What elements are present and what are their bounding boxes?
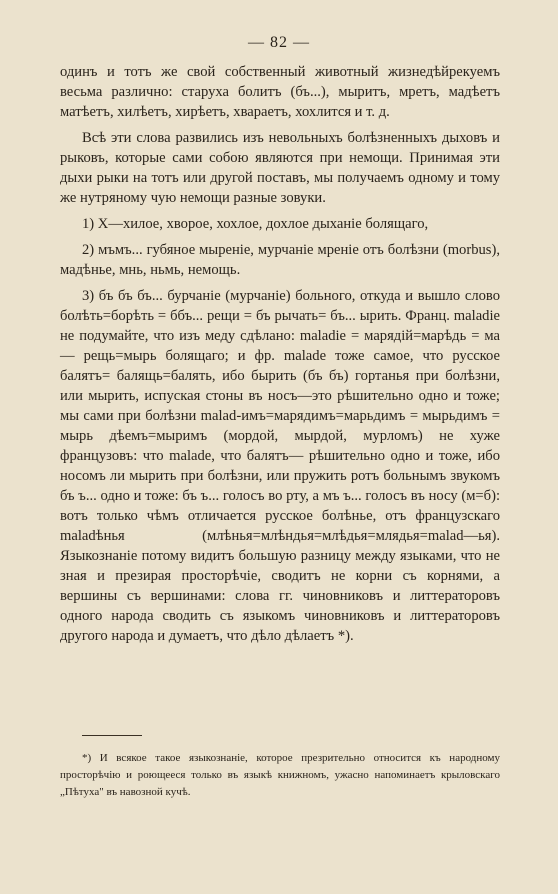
list-item-3: 3) бъ бъ бъ... бурчаніе (мурчаніе) больного, откуда и вышло слово болѣть=борѣть = ббъ... рещи = бъ рычать= бъ... ырить. Франц. maladie не подумайте, что изъ меду сдѣлано: maladie = марядій=марѣдь = ма — рещь=мырь болящаго; и фр. malade тоже самое, что русское балятъ= балящь=балять, ибо бырить (бъ бъ) гортанья при болѣзни, или мырить, испуская стоны въ носъ—это рѣшительно одно и тоже; мы сами при болѣзни malad-имъ=марядимъ=марьдимъ = мырьдимъ = мырь дѣемъ=мыримъ (мордой, мырдой, мурломъ) не хуже французовъ: что malade, что балятъ— рѣшительно одно и тоже, ибо носомъ ли мырить при болѣзни, или пружить ротъ больнымъ звукомъ бъ ъ... одно и тоже: бъ ъ... голосъ во рту, а мъ ъ... голосъ въ носу (м=б): вотъ только чѣмъ отличается русское болѣнье, отъ французскаго maladѣнья (млѣнья=млѣндья=млѣдья=млядья=malad—ья). Языкознаніе потому видитъ большую разницу между языками, что не зная и презирая просторѣчіе, сводитъ не корни съ корнями, а вершины съ вершинами: слова гг. чиновниковъ и литтераторовъ одного народа сводить съ языкомъ чиновниковъ и литтераторовъ другого народа и думаетъ, что дѣло дѣлаетъ *). <box>60 288 500 644</box>
list-item-2: 2) мъмъ... губяное мыреніе, мурчаніе мреніе отъ болѣзни (morbus), мадѣнье, мнь, ньмь, немощь. <box>60 242 500 278</box>
main-text <box>60 62 500 652</box>
footnote: *) И всякое такое языкознаніе, которое презрительно относится къ народному просторѣчію и роющееся только въ языкѣ книжномъ, ужасно напоминаетъ крыловскаго „Пѣтуха" въ навозной кучѣ. <box>60 752 500 798</box>
list-item-1: 1) X—хилое, хворое, хохлое, дохлое дыханіе болящаго, <box>82 216 429 232</box>
paragraph-continuation: одинъ и тотъ же свой собственный животный жизнедѣйрекуемъ весьма различно: старуха болитъ (бъ...), мыритъ, мретъ, мадѣетъ матѣетъ, хилѣетъ, хирѣетъ, хвараетъ, хохлится и т. д. <box>60 64 500 120</box>
paragraph-intro: Всѣ эти слова развились изъ невольныхъ болѣзненныхъ дыховъ и рыковъ, которые сами собою являются при немощи. Принимая эти дыхи рыки на тотъ или другой поставъ, мы получаемъ одному и тому же нутряному чую немощи разные зовуки. <box>60 130 500 206</box>
footnote-divider <box>82 735 142 736</box>
page-number: — 82 — <box>248 34 310 51</box>
